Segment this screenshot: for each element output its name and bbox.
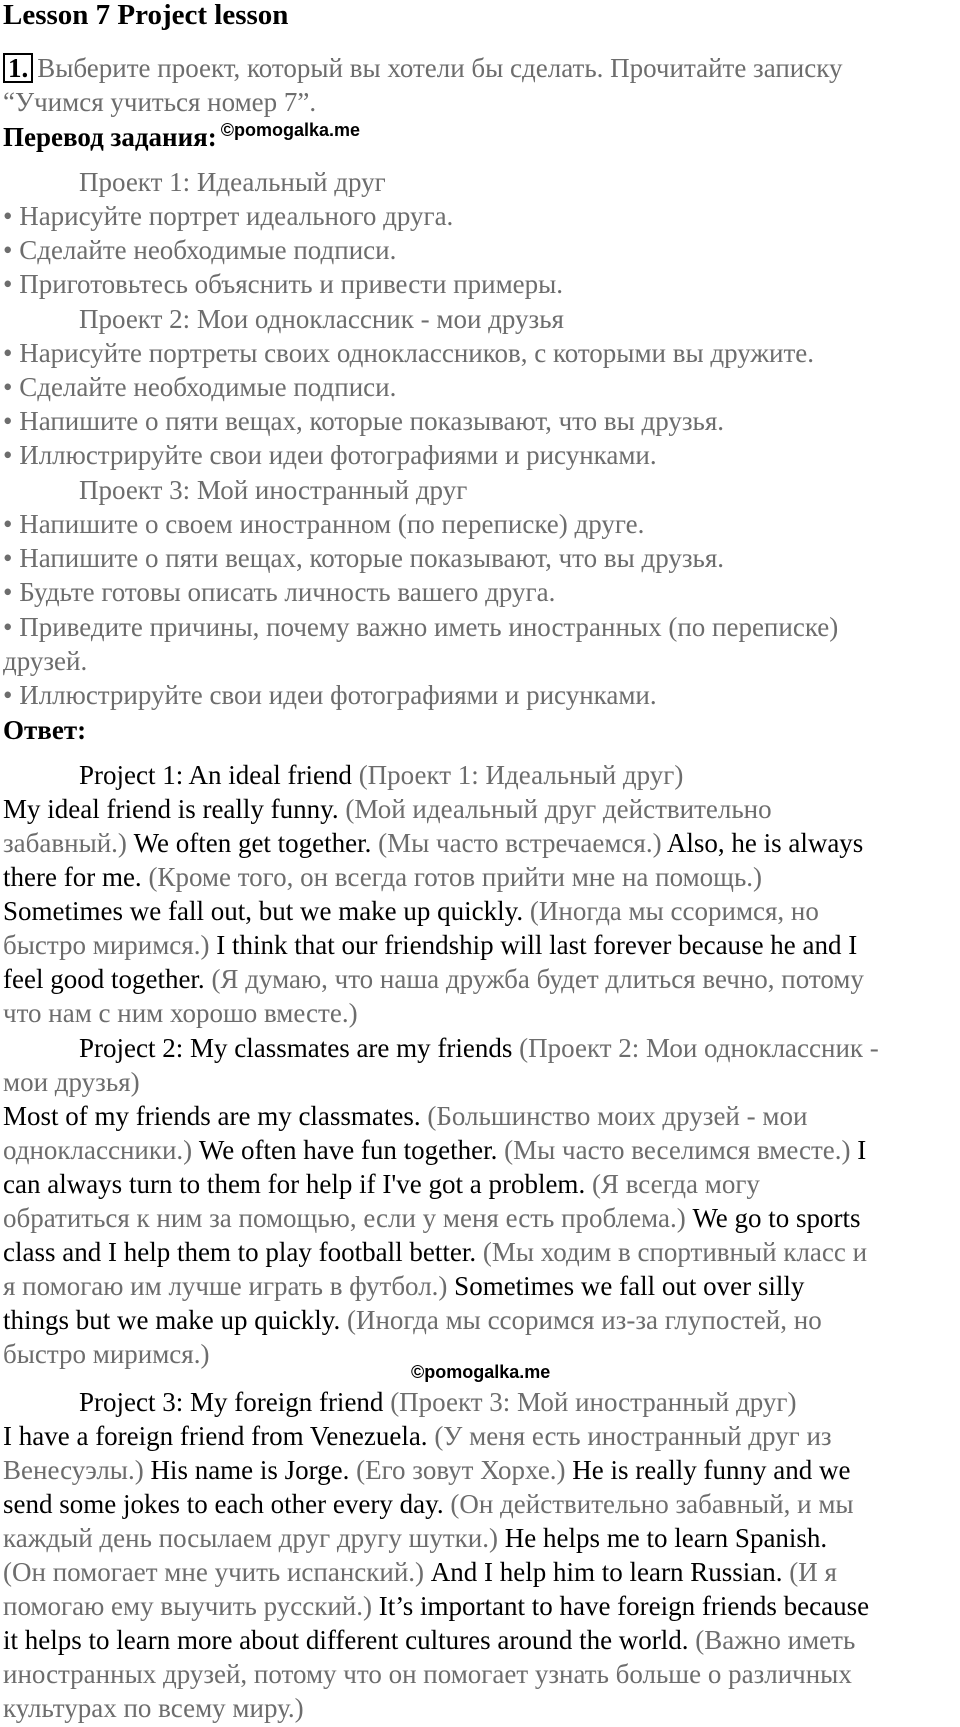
text-line: помогаю ему выучить русский.) It’s important to have foreign friends because	[3, 1591, 870, 1621]
list-item: • Иллюстрируйте свои идеи фотографиями и рисунками.	[3, 440, 657, 470]
text-line: обратиться к ним за помощью, если у меня есть проблема.) We go to sports	[3, 1203, 861, 1233]
list-item: • Сделайте необходимые подписи.	[3, 235, 397, 265]
text-line: Sometimes we fall out, but we make up quickly. (Иногда мы ссоримся, но	[3, 896, 819, 926]
translation-p1-title: Проект 1: Идеальный друг	[79, 167, 386, 197]
watermark: ©pomogalka.me	[411, 1362, 551, 1382]
watermark: ©pomogalka.me	[220, 120, 361, 140]
text-line: it helps to learn more about different cultures around the world. (Важно иметь	[3, 1625, 856, 1655]
text-line: быстро миримся.)	[3, 1339, 210, 1369]
list-item: • Будьте готовы описать личность вашего друга.	[3, 577, 556, 607]
text-line: My ideal friend is really funny. (Мой идеальный друг действительно	[3, 794, 772, 824]
list-item: • Напишите о пяти вещах, которые показывают, что вы друзья.	[3, 406, 725, 436]
translation-heading: Перевод задания: $^{©pomogalka.me}$	[3, 120, 361, 152]
list-item: • Приготовьтесь объяснить и привести примеры.	[3, 269, 564, 299]
list-item: • Напишите о своем иностранном (по переписке) друге.	[3, 509, 645, 539]
list-item: • Иллюстрируйте свои идеи фотографиями и рисунками.	[3, 680, 657, 710]
translation-p2-title: Проект 2: Мои одноклассник - мои друзья	[79, 304, 564, 334]
text-line: (Он помогает мне учить испанский.) And I help him to learn Russian. (И я	[3, 1557, 837, 1587]
list-item: • Нарисуйте портреты своих одноклассников, с которыми вы дружите.	[3, 338, 815, 368]
text-line: что нам с ним хорошо вместе.)	[3, 998, 358, 1028]
text-line: мои друзья)	[3, 1067, 140, 1097]
text-line: Венесуэлы.) His name is Jorge. (Его зовут Хорхе.) He is really funny and we	[3, 1455, 851, 1485]
list-item: • Приведите причины, почему важно иметь иностранных (по переписке)	[3, 612, 839, 642]
text-line: я помогаю им лучше играть в футбол.) Sometimes we fall out over silly	[3, 1271, 805, 1301]
text-line: class and I help them to play football better. (Мы ходим в спортивный класс и	[3, 1237, 868, 1267]
text-line: things but we make up quickly. (Иногда мы ссоримся из-за глупостей, но	[3, 1305, 822, 1335]
text-line: культурах по всему миру.)	[3, 1693, 304, 1723]
task-number: 1.	[3, 53, 33, 83]
list-item: • Сделайте необходимые подписи.	[3, 372, 397, 402]
text-line: can always turn to them for help if I've got a problem. (Я всегда могу	[3, 1169, 760, 1199]
text-line: каждый день посылаем друг другу шутки.) He helps me to learn Spanish.	[3, 1523, 828, 1553]
text-line: there for me. (Кроме того, он всегда готов прийти мне на помощь.)	[3, 862, 763, 892]
answer-p3-title: Project 3: My foreign friend (Проект 3: Мой иностранный друг)	[79, 1387, 797, 1417]
answer-p1-title: Project 1: An ideal friend (Проект 1: Идеальный друг)	[79, 760, 684, 790]
text-line: одноклассники.) We often have fun together. (Мы часто веселимся вместе.) I	[3, 1135, 867, 1165]
answer-p2-title: Project 2: My classmates are my friends (Проект 2: Мои одноклассник -	[79, 1033, 879, 1063]
text-line: feel good together. (Я думаю, что наша дружба будет длиться вечно, потому	[3, 964, 864, 994]
answer-heading: Ответ:	[3, 715, 87, 745]
list-item: • Напишите о пяти вещах, которые показывают, что вы друзья.	[3, 543, 725, 573]
text-line: send some jokes to each other every day. (Он действительно забавный, и мы	[3, 1489, 854, 1519]
page-title: Lesson 7 Project lesson	[3, 0, 289, 31]
task-line-1: 1. Выберите проект, который вы хотели бы сделать. Прочитайте записку	[3, 51, 842, 85]
list-item: • Нарисуйте портрет идеального друга.	[3, 201, 454, 231]
list-item: друзей.	[3, 646, 88, 676]
text-line: иностранных друзей, потому что он помогает узнать больше о различных	[3, 1659, 852, 1689]
task-line-2: “Учимся учиться номер 7”.	[3, 87, 317, 117]
translation-p3-title: Проект 3: Мой иностранный друг	[79, 475, 468, 505]
text-line: забавный.) We often get together. (Мы часто встречаемся.) Also, he is always	[3, 828, 864, 858]
text-line: I have a foreign friend from Venezuela. (У меня есть иностранный друг из	[3, 1421, 832, 1451]
text-line: Most of my friends are my classmates. (Большинство моих друзей - мои	[3, 1101, 808, 1131]
text-line: быстро миримся.) I think that our friendship will last forever because he and I	[3, 930, 858, 960]
